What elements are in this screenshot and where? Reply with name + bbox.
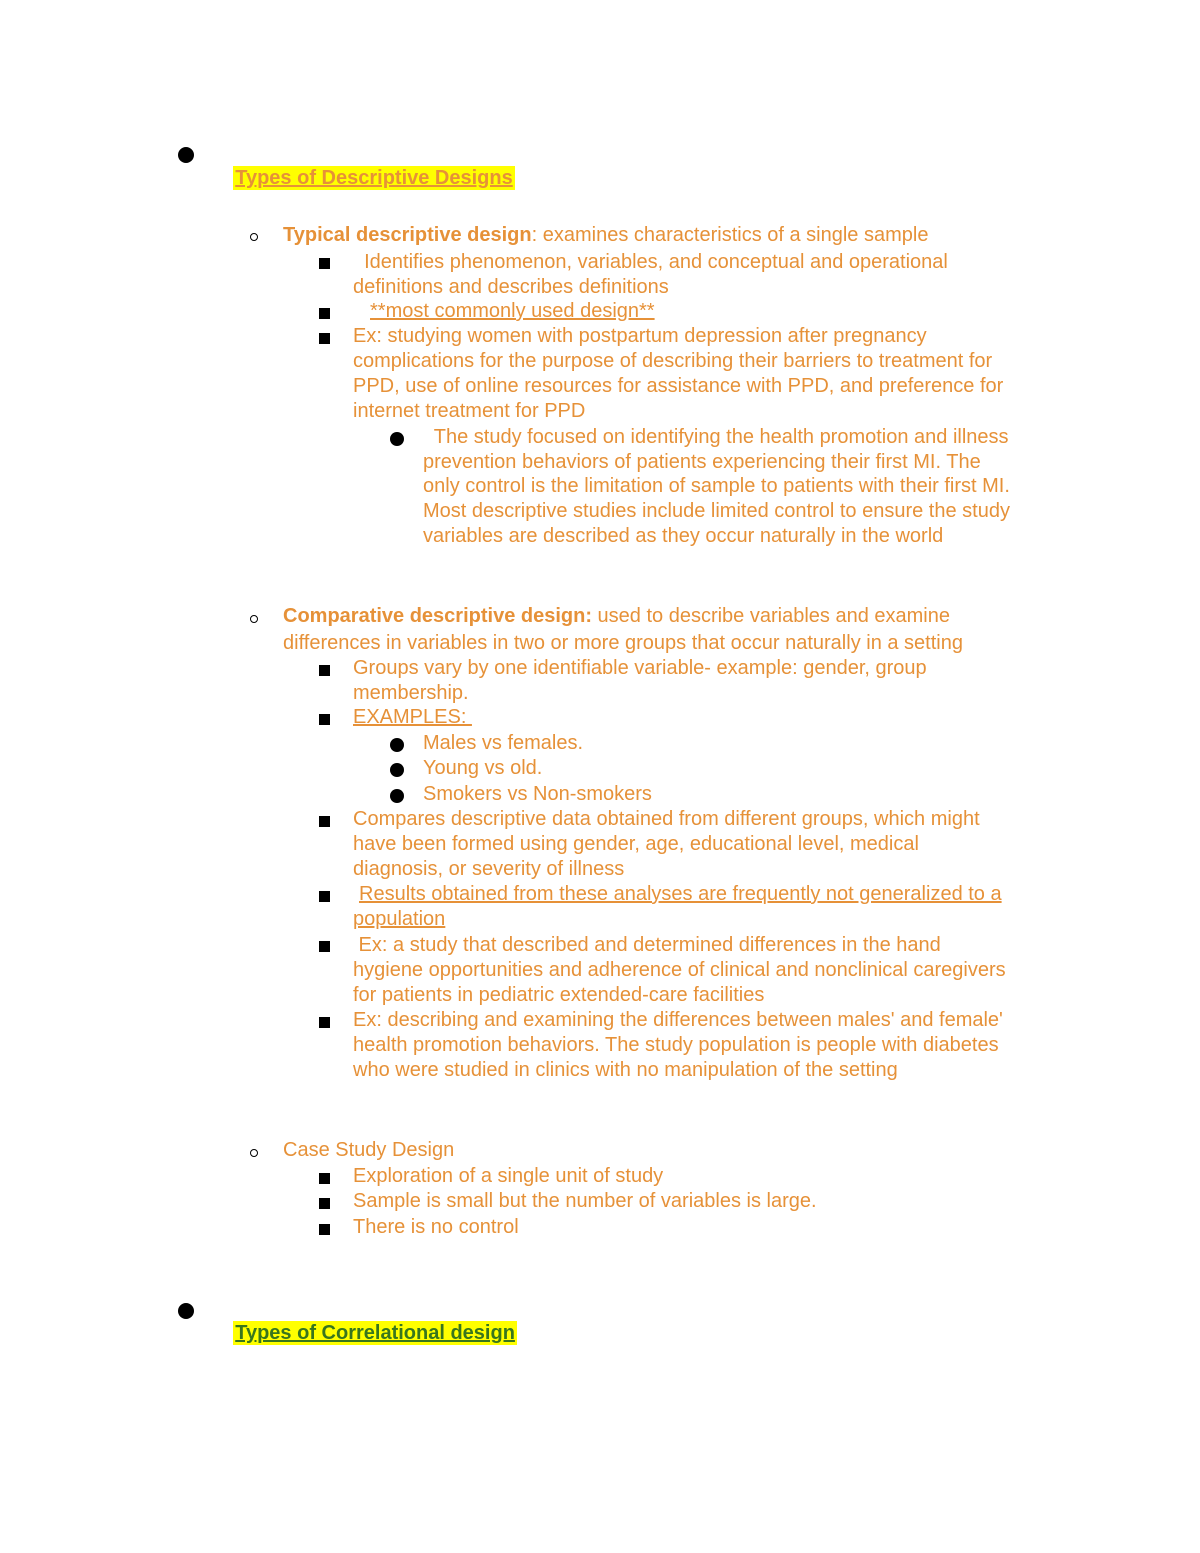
comparative-results-line-2: population bbox=[353, 908, 446, 930]
comparative-design-line-2: differences in variables in two or more groups that occur naturally in a setting bbox=[283, 632, 963, 654]
bullet-circle-icon bbox=[250, 615, 258, 623]
case-study-item: Exploration of a single unit of study bbox=[353, 1165, 664, 1187]
typical-identifies-line-2: definitions and describes definitions bbox=[353, 276, 669, 298]
example-item: Smokers vs Non-smokers bbox=[423, 783, 652, 805]
bullet-square-icon bbox=[319, 1173, 330, 1184]
comparative-results-line-1: Results obtained from these analyses are frequently not generalized to a bbox=[359, 883, 1002, 905]
typical-sub-line-5: variables are described as they occur naturally in the world bbox=[423, 525, 944, 547]
bullet-disc-icon bbox=[178, 1303, 194, 1319]
typical-common-line: **most commonly used design** bbox=[370, 300, 655, 322]
bullet-disc-icon bbox=[178, 147, 194, 163]
comparative-ex2-line-1: Ex: describing and examining the differences between males' and female' bbox=[353, 1009, 1003, 1031]
typical-ex-line-2: complications for the purpose of describing their barriers to treatment for bbox=[353, 350, 993, 372]
typical-sub-line-2: prevention behaviors of patients experiencing their first MI. The bbox=[423, 451, 981, 473]
typical-sub-line-3: only control is the limitation of sample to patients with their first MI. bbox=[423, 475, 1010, 497]
bullet-circle-icon bbox=[250, 1149, 258, 1157]
bullet-square-icon bbox=[319, 1198, 330, 1209]
typical-ex-line-4: internet treatment for PPD bbox=[353, 400, 586, 422]
typical-sub-line-4: Most descriptive studies include limited control to ensure the study bbox=[423, 500, 1010, 522]
comparative-examples-label: EXAMPLES: bbox=[353, 706, 472, 728]
comparative-ex2-line-3: who were studied in clinics with no manipulation of the setting bbox=[353, 1059, 898, 1081]
case-study-item: There is no control bbox=[353, 1216, 519, 1238]
example-item: Young vs old. bbox=[423, 757, 543, 779]
comparative-design-line: Comparative descriptive design: used to describe variables and examine bbox=[283, 605, 950, 627]
bullet-square-icon bbox=[319, 333, 330, 344]
example-item: Males vs females. bbox=[423, 732, 584, 754]
typical-sub-line-1: The study focused on identifying the health promotion and illness bbox=[423, 426, 1009, 448]
comparative-ex1-line-2: hygiene opportunities and adherence of clinical and nonclinical caregivers bbox=[353, 959, 1006, 981]
bullet-circle-icon bbox=[250, 233, 258, 241]
heading-descriptive-designs: Types of Descriptive Designs bbox=[235, 167, 513, 189]
bullet-square-icon bbox=[319, 941, 330, 952]
bullet-square-icon bbox=[319, 258, 330, 269]
typical-design-line: Typical descriptive design: examines characteristics of a single sample bbox=[283, 224, 929, 246]
comparative-groups-line-2: membership. bbox=[353, 682, 469, 704]
typical-ex-line-3: PPD, use of online resources for assistance with PPD, and preference for bbox=[353, 375, 1004, 397]
bullet-square-icon bbox=[319, 308, 330, 319]
comparative-ex1-line-3: for patients in pediatric extended-care facilities bbox=[353, 984, 765, 1006]
comparative-ex1-line-1: Ex: a study that described and determined differences in the hand bbox=[353, 934, 941, 956]
bullet-square-icon bbox=[319, 816, 330, 827]
heading-correlational-design: Types of Correlational design bbox=[235, 1322, 515, 1344]
typical-identifies-line-1: Identifies phenomenon, variables, and conceptual and operational bbox=[353, 251, 948, 273]
case-study-item: Sample is small but the number of variables is large. bbox=[353, 1190, 817, 1212]
comparative-ex2-line-2: health promotion behaviors. The study population is people with diabetes bbox=[353, 1034, 999, 1056]
bullet-disc-icon bbox=[390, 789, 404, 803]
typical-ex-line-1: Ex: studying women with postpartum depression after pregnancy bbox=[353, 325, 927, 347]
bullet-square-icon bbox=[319, 891, 330, 902]
bullet-disc-icon bbox=[390, 763, 404, 777]
bullet-square-icon bbox=[319, 1017, 330, 1028]
bullet-disc-icon bbox=[390, 432, 404, 446]
comparative-groups-line-1: Groups vary by one identifiable variable- example: gender, group bbox=[353, 657, 927, 679]
case-study-title: Case Study Design bbox=[283, 1139, 455, 1161]
comparative-compares-line-2: have been formed using gender, age, educational level, medical bbox=[353, 833, 919, 855]
bullet-square-icon bbox=[319, 1224, 330, 1235]
bullet-disc-icon bbox=[390, 738, 404, 752]
comparative-compares-line-1: Compares descriptive data obtained from different groups, which might bbox=[353, 808, 980, 830]
bullet-square-icon bbox=[319, 714, 330, 725]
comparative-compares-line-3: diagnosis, or severity of illness bbox=[353, 858, 625, 880]
bullet-square-icon bbox=[319, 665, 330, 676]
